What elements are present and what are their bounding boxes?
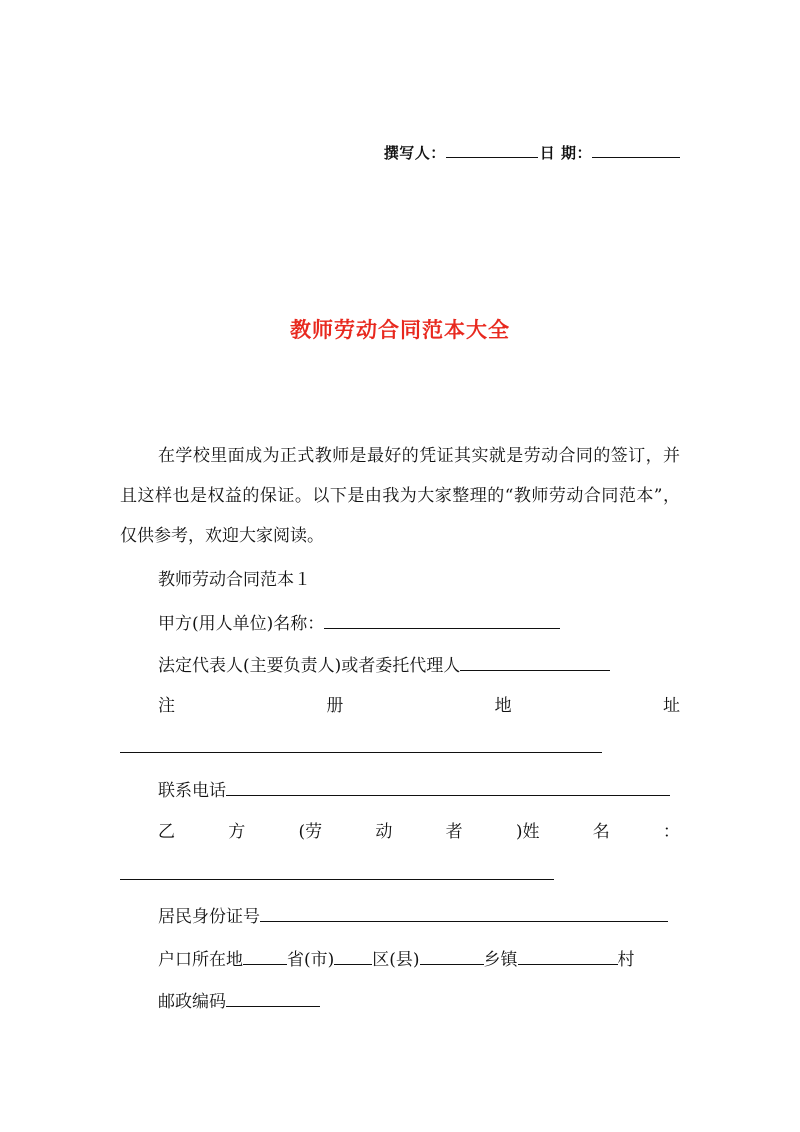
party-b-char: (劳 bbox=[298, 822, 323, 842]
hukou-town-label: 乡镇 bbox=[483, 950, 518, 970]
party-b-name-row bbox=[158, 820, 680, 844]
address-char: 注 bbox=[158, 696, 175, 716]
phone-row bbox=[158, 777, 670, 803]
document-title: 教师劳动合同范本大全 bbox=[290, 317, 510, 342]
party-a-name-blank[interactable] bbox=[324, 610, 560, 629]
postcode-row bbox=[158, 988, 320, 1014]
party-b-char: )姓 bbox=[515, 822, 540, 842]
address-char: 册 bbox=[326, 696, 344, 716]
hukou-province-label: 省(市) bbox=[287, 950, 335, 970]
party-b-char: ： bbox=[662, 822, 680, 842]
party-b-char: 动 bbox=[375, 822, 393, 842]
party-b-char: 方 bbox=[228, 822, 246, 842]
author-blank[interactable] bbox=[446, 139, 538, 158]
section-title: 教师劳动合同范本１ bbox=[158, 570, 311, 590]
phone-label: 联系电话 bbox=[158, 781, 226, 801]
hukou-province-blank[interactable] bbox=[243, 946, 287, 965]
party-b-char: 乙 bbox=[158, 822, 175, 842]
party-b-name-blank[interactable] bbox=[120, 879, 554, 880]
postcode-label: 邮政编码 bbox=[158, 992, 226, 1012]
id-number-label: 居民身份证号 bbox=[158, 907, 260, 927]
hukou-label: 户口所在地 bbox=[158, 950, 243, 970]
postcode-blank[interactable] bbox=[226, 988, 320, 1007]
hukou-village-label: 村 bbox=[617, 950, 635, 970]
hukou-district-blank[interactable] bbox=[334, 946, 372, 965]
hukou-district-label: 区(县) bbox=[372, 950, 420, 970]
hukou-row bbox=[158, 946, 635, 972]
party-b-char: 者 bbox=[445, 822, 463, 842]
author-label: 撰写人： bbox=[383, 144, 446, 162]
party-a-name-row bbox=[158, 610, 560, 636]
id-number-blank[interactable] bbox=[260, 903, 668, 922]
party-a-name-label: 甲方(用人单位)名称： bbox=[158, 614, 325, 634]
hukou-village-blank[interactable] bbox=[518, 946, 618, 965]
legal-rep-row bbox=[158, 652, 610, 678]
phone-blank[interactable] bbox=[226, 777, 670, 796]
id-number-row bbox=[158, 903, 668, 929]
author-date-line bbox=[384, 139, 680, 163]
hukou-town-blank[interactable] bbox=[420, 946, 484, 965]
date-blank[interactable] bbox=[592, 139, 680, 158]
date-label: 日 期： bbox=[539, 144, 592, 162]
address-char: 址 bbox=[662, 696, 680, 716]
legal-rep-label: 法定代表人(主要负责人)或者委托代理人 bbox=[158, 656, 461, 676]
intro-paragraph: 在学校里面成为正式教师是最好的凭证其实就是劳动合同的签订，并且这样也是权益的保证。以下是由我为大家整理的“教师劳动合同范本”，仅供参考，欢迎大家阅读。 bbox=[120, 446, 680, 546]
legal-rep-blank[interactable] bbox=[460, 652, 610, 671]
address-char: 地 bbox=[494, 696, 512, 716]
address-blank[interactable] bbox=[120, 752, 602, 753]
party-b-char: 名 bbox=[592, 822, 610, 842]
address-row bbox=[158, 694, 680, 718]
